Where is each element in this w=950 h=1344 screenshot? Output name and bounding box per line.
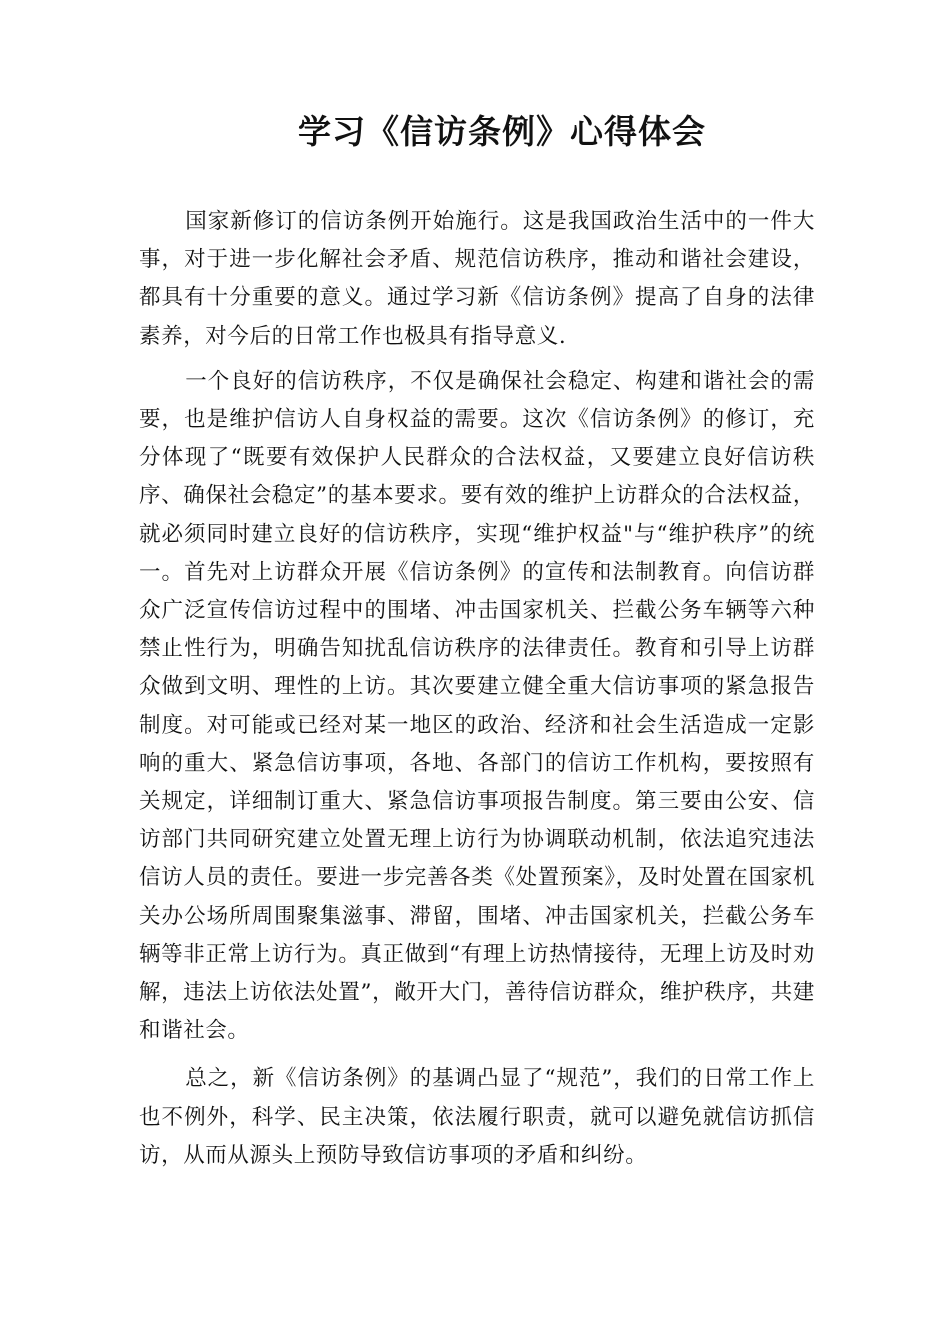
paragraph-conclusion: 总之，新《信访条例》的基调凸显了“规范”，我们的日常工作上也不例外，科学、民主决策，依法履行职责，就可以避免就信访抓信访，从而从源头上预防导致信访事项的矛盾和纠纷。 [139, 1066, 815, 1168]
document-title: 学习《信访条例》心得体会 [298, 112, 706, 151]
paragraph-intro: 国家新修订的信访条例开始施行。这是我国政治生活中的一件大事，对于进一步化解社会矛盾、规范信访秩序，推动和谐社会建设，都具有十分重要的意义。通过学习新《信访条例》提高了自身的法律素养，对今后的日常工作也极具有指导意义. [139, 209, 815, 349]
paragraph-main: 一个良好的信访秩序，不仅是确保社会稳定、构建和谐社会的需要，也是维护信访人自身权益的需要。这次《信访条例》的修订，充分体现了“既要有效保护人民群众的合法权益，又要建立良好信访秩序、确保社会稳定”的基本要求。要有效的维护上访群众的合法权益，就必须同时建立良好的信访秩序，实现“维护权益"与“维护秩序”的统一。首先对上访群众开展《信访条例》的宣传和法制教育。向信访群众广泛宣传信访过程中的围堵、冲击国家机关、拦截公务车辆等六种禁止性行为，明确告知扰乱信访秩序的法律责任。教育和引导上访群众做到文明、理性的上访。其次要建立健全重大信访事项的紧急报告制度。对可能或已经对某一地区的政治、经济和社会生活造成一定影响的重大、紧急信访事项，各地、各部门的信访工作机构，要按照有关规定，详细制订重大、紧急信访事项报告制度。第三要由公安、信访部门共同研究建立处置无理上访行为协调联动机制，依法追究违法信访人员的责任。要进一步完善各类《处置预案》，及时处置在国家机关办公场所周围聚集滋事、滞留，围堵、冲击国家机关，拦截公务车辆等非正常上访行为。真正做到“有理上访热情接待，无理上访及时劝解，违法上访依法处置”，敞开大门，善待信访群众，维护秩序，共建和谐社会。 [139, 368, 815, 1044]
document-body [139, 203, 815, 1185]
